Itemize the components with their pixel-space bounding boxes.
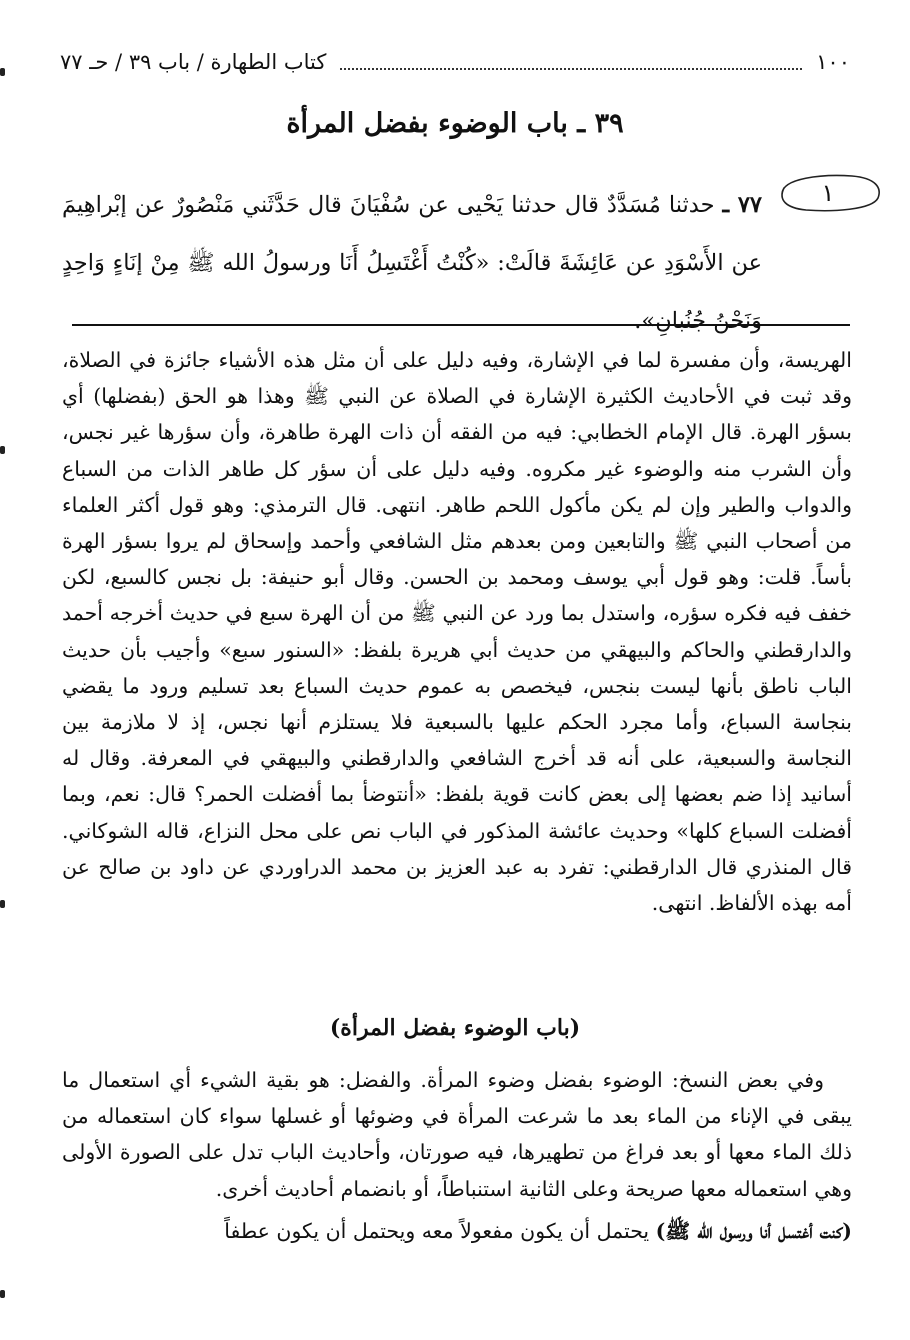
scan-speck [0,68,5,76]
section-heading: (باب الوضوء بفضل المرأة) [329,1015,581,1041]
separator-rule [72,324,850,326]
margin-note-number: ١ [821,179,835,207]
page-number: ١٠٠ [816,49,850,74]
chapter-heading: ٣٩ ـ باب الوضوء بفضل المرأة [286,108,624,139]
scan-speck [0,1290,5,1298]
scan-speck [0,446,5,454]
hadith-text: حدثنا مُسَدَّدٌ قال حدثنا يَحْيى عن سُفْيَانَ قال حَدَّثَني مَنْصُورٌ عن إبْراهِيمَ عن الأَسْوَدِ عن عَائِشَةَ قالَتْ: «كُنْتُ أَغْتَسِلُ أَنَا ورسولُ الله ﷺ مِنْ إنَاءٍ وَاحِدٍ وَنَحْنُ جُنُبانِ». [62,192,762,334]
header-dotted-leader [340,67,802,70]
commentary-paragraph-2-text: يحتمل أن يكون مفعولاً معه ويحتمل أن يكون عطفاً [224,1218,656,1243]
scan-speck [0,900,5,908]
commentary-block [62,342,852,921]
commentary-paragraph: الهريسة، وأن مفسرة لما في الإشارة، وفيه دليل على أن مثل هذه الأشياء جائزة في الصلاة، وقد ثبت في الأحاديث الكثيرة الإشارة في الصلاة عن النبي ﷺ وهذا هو الحق (بفضلها) أي بسؤر الهرة. قال الإمام الخطابي: فيه من الفقه أن ذات الهرة طاهرة، وأن سؤرها غير نجس، وأن الشرب منه والوضوء غير مكروه. وفيه دليل على أن سؤر كل طاهر الذات من السباع والدواب والطير وإن لم يكن مأكول اللحم طاهر. انتهى. قال الترمذي: وهو قول أكثر العلماء من أصحاب النبي ﷺ والتابعين ومن بعدهم مثل الشافعي وأحمد وإسحاق لم يروا بسؤر الهرة بأساً. قلت: وهو قول أبي يوسف ومحمد بن الحسن. وقال أبو حنيفة: بل نجس كالسبع، لكن خفف فيه فكره سؤره، واستدل بما ورد عن النبي ﷺ من أن الهرة سبع في حديث أخرجه أحمد والدارقطني والحاكم والبيهقي من حديث أبي هريرة بلفظ: «السنور سبع» وأجيب بأن حديث الباب ناطق بأنها ليست بنجس، فيخصص به عموم حديث السباع بعد تسليم ورود ما يقضي بنجاسة السباع، وأما مجرد الحكم عليها بالسبعية فلا يستلزم أنها نجس، إذ لا ملازمة بين النجاسة والسبعية، على أنه قد أخرج الشافعي والدارقطني والبيهقي في المعرفة. وقال له أسانيد إذا ضم بعضها إلى بعض كانت قوية بلفظ: «أنتوضأ بما أفضلت الحمر؟ قال: نعم، وبما أفضلت السباع كلها» وحديث عائشة المذكور في الباب نص على محل النزاع، قاله الشوكاني. قال المنذري قال الدارقطني: تفرد به عبد العزيز بن محمد الدراوردي عن داود بن صالح عن أمه بهذه الألفاظ. انتهى. [62,348,852,916]
commentary-block-2 [62,1062,852,1249]
commentary-paragraph-1: وفي بعض النسخ: الوضوء بفضل وضوء المرأة. والفضل: هو بقية الشيء أي استعمال ما يبقى في الإناء من الماء بعد ما شرعت المرأة في وضوئها أو غسلها سواء كان استعماله من ذلك الماء معها أو بعد فراغ من تطهيرها، فيه صورتان، وأحاديث الباب تدل على الصورة الأولى وهي استعماله معها صريحة وعلى الثانية استنباطاً، أو بانضمام أحاديث أخرى. [62,1068,852,1201]
quoted-lemma: (كنت أغتسل أنا ورسول الله ﷺ) [655,1218,852,1243]
hadith-number: ٧٧ ـ [722,192,762,218]
running-header [60,40,850,84]
margin-annotation [772,170,884,216]
commentary-paragraph-2 [62,1213,852,1249]
header-title: كتاب الطهارة / باب ٣٩ / حـ ٧٧ [60,49,327,74]
